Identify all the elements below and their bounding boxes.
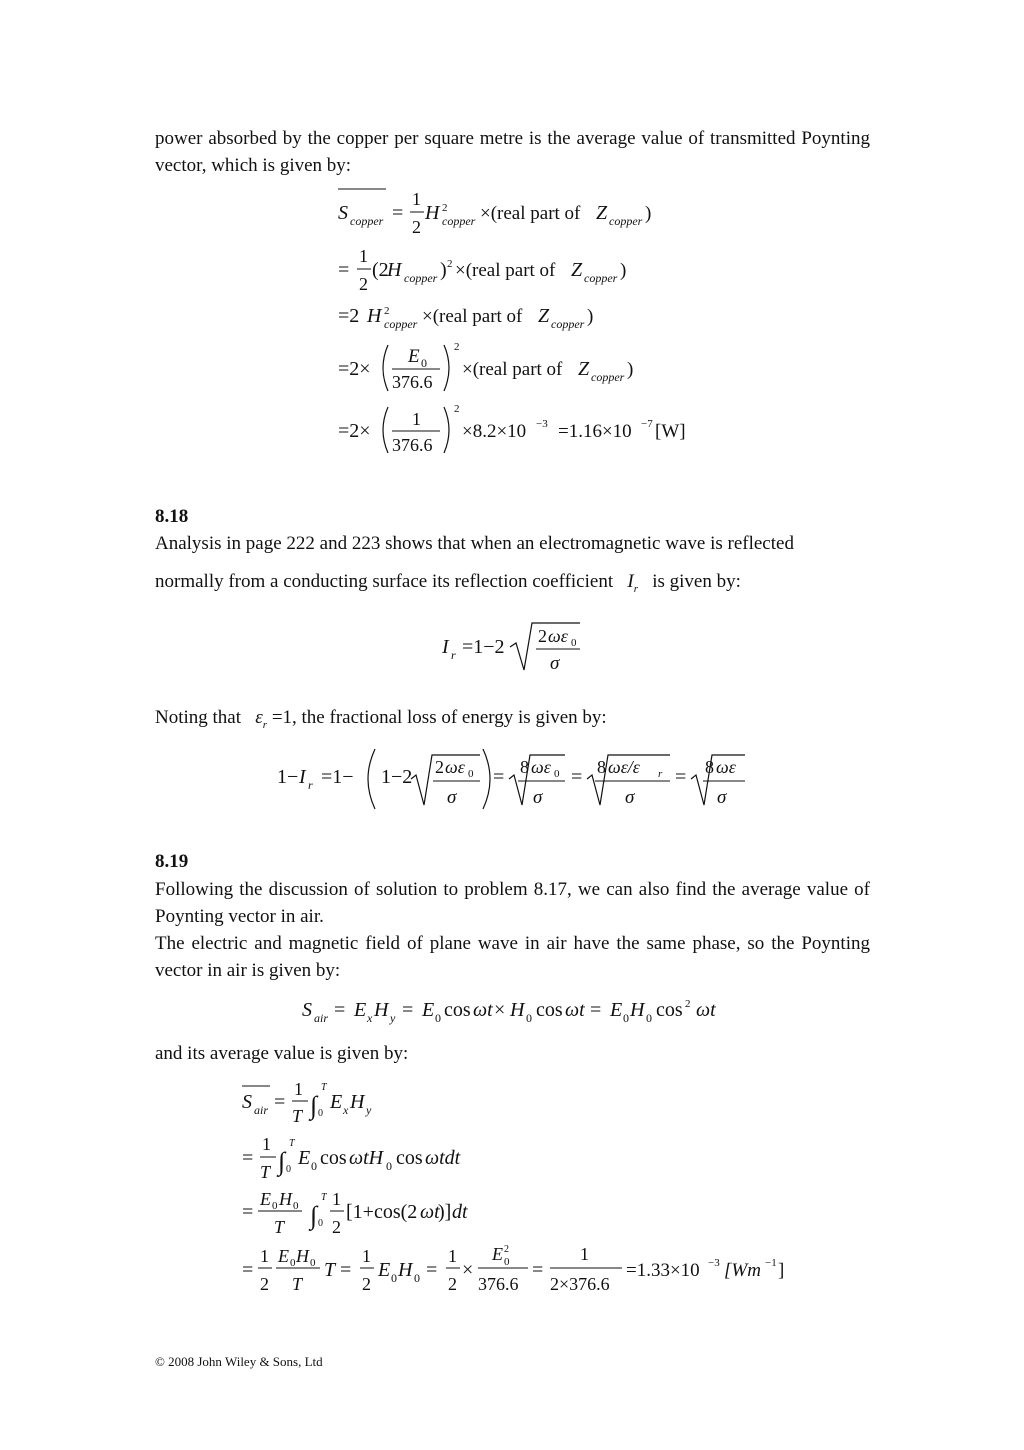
svg-text:H: H — [630, 999, 645, 1021]
svg-text:0: 0 — [310, 1257, 316, 1269]
svg-text:2: 2 — [442, 202, 448, 214]
svg-text:∫: ∫ — [310, 1091, 318, 1120]
svg-text:ωt: ωt — [420, 1201, 440, 1223]
svg-text:1: 1 — [260, 1246, 269, 1266]
noting-paragraph: Noting that $\varepsilon_r =1$, the fractional loss of energy is given by: — [155, 707, 607, 731]
svg-text:copper: copper — [442, 214, 476, 228]
svg-text:0: 0 — [526, 1011, 532, 1025]
svg-text:=: = — [402, 999, 414, 1021]
svg-text:1: 1 — [332, 1189, 341, 1209]
svg-text:): ) — [440, 259, 447, 281]
svg-text:×(real part of: ×(real part of — [455, 260, 556, 281]
intro-paragraph: power absorbed by the copper per square metre is the average value of transmitted Poynting vector, which is given by: — [155, 128, 870, 176]
equation-s-copper-svg — [330, 185, 750, 475]
svg-text:0: 0 — [290, 1257, 296, 1269]
copper-unit: [W] — [655, 421, 686, 442]
svg-text:): ) — [620, 260, 627, 281]
svg-text:ωtdt: ωtdt — [425, 1147, 461, 1169]
svg-text:=2: =2 — [338, 305, 360, 327]
svg-text:]: ] — [778, 1260, 785, 1281]
svg-text:2: 2 — [362, 1274, 371, 1294]
svg-text:0: 0 — [311, 1159, 317, 1173]
equation-fractional-loss — [275, 745, 755, 815]
svg-text:0: 0 — [623, 1011, 629, 1025]
svg-text:E: E — [354, 999, 367, 1021]
svg-text:H: H — [374, 999, 389, 1021]
svg-text:E: E — [422, 999, 435, 1021]
svg-text:T: T — [292, 1106, 303, 1126]
svg-text:copper: copper — [584, 271, 618, 285]
svg-text:S: S — [242, 1091, 252, 1113]
svg-text:T: T — [292, 1274, 303, 1294]
svg-text:T: T — [289, 1138, 295, 1149]
svg-text:=: = — [392, 202, 404, 224]
svg-text:E: E — [330, 1091, 343, 1113]
equation-s-copper — [330, 185, 750, 475]
svg-text:=: = — [675, 766, 687, 788]
svg-text:0: 0 — [554, 768, 560, 780]
svg-text:0: 0 — [391, 1271, 397, 1285]
svg-text:σ: σ — [550, 653, 560, 674]
svg-text:0: 0 — [318, 1218, 323, 1229]
svg-text:0: 0 — [504, 1256, 510, 1268]
svg-text:cos: cos — [320, 1147, 347, 1169]
svg-text:=1−2: =1−2 — [462, 636, 505, 658]
air-result: =1.33×10 — [626, 1260, 700, 1281]
svg-text:T: T — [321, 1082, 327, 1093]
svg-text:ωtH: ωtH — [349, 1147, 384, 1169]
svg-text:1−: 1− — [277, 766, 299, 788]
svg-text:cos: cos — [656, 999, 683, 1021]
svg-text:=: = — [590, 999, 602, 1021]
svg-text:×: × — [462, 1259, 474, 1281]
svg-text:2: 2 — [538, 626, 547, 646]
svg-text:=1−: =1− — [321, 766, 354, 788]
svg-text:8: 8 — [597, 757, 606, 777]
svg-text:×(real part of: ×(real part of — [422, 306, 523, 327]
svg-text:ωε: ωε — [716, 757, 736, 777]
section-819-para-3: and its average value is given by: — [155, 1043, 409, 1064]
svg-text:ωε: ωε — [531, 757, 551, 777]
svg-text:Z: Z — [571, 259, 583, 281]
svg-text:=: = — [532, 1259, 544, 1281]
equation-s-air — [300, 990, 740, 1026]
section-819-heading: 8.19 — [155, 851, 189, 872]
svg-text:=: = — [242, 1147, 254, 1169]
svg-text:1: 1 — [294, 1079, 303, 1099]
svg-text:376.6: 376.6 — [392, 435, 433, 455]
svg-text:copper: copper — [404, 271, 438, 285]
svg-text:0: 0 — [571, 637, 577, 649]
svg-text:I: I — [299, 766, 306, 788]
svg-text:−3: −3 — [536, 418, 548, 430]
svg-text:): ) — [587, 306, 594, 327]
svg-text:2: 2 — [384, 305, 390, 317]
svg-text:=: = — [338, 259, 350, 281]
svg-text:H: H — [367, 305, 382, 327]
svg-text:2: 2 — [447, 258, 453, 270]
equation-ir — [440, 615, 600, 675]
svg-text:2×376.6: 2×376.6 — [550, 1274, 610, 1294]
svg-text:2: 2 — [504, 1244, 509, 1255]
section-818-heading: 8.18 — [155, 506, 189, 527]
svg-text:1: 1 — [362, 1246, 371, 1266]
svg-text:dt: dt — [452, 1201, 468, 1223]
svg-text:0: 0 — [468, 768, 474, 780]
svg-text:copper: copper — [609, 214, 643, 228]
copyright-footer: © 2008 John Wiley & Sons, Ltd — [155, 1354, 323, 1369]
svg-text:2: 2 — [435, 757, 444, 777]
section-819-para-1: Following the discussion of solution to problem 8.17, we can also find the average value of Poynting vector in air. — [155, 879, 870, 927]
svg-text:2: 2 — [260, 1274, 269, 1294]
svg-text:r: r — [658, 768, 663, 780]
svg-text:2: 2 — [448, 1274, 457, 1294]
svg-text:Z: Z — [538, 305, 550, 327]
svg-text:E: E — [378, 1259, 391, 1281]
svg-text:8: 8 — [705, 757, 714, 777]
svg-text:E: E — [260, 1189, 271, 1209]
svg-text:ωε: ωε — [548, 626, 568, 646]
svg-text:σ: σ — [717, 787, 727, 808]
svg-text:=: = — [571, 766, 583, 788]
svg-text:0: 0 — [421, 356, 427, 370]
svg-text:2: 2 — [359, 274, 368, 294]
svg-text:=: = — [274, 1091, 286, 1113]
svg-text:H: H — [296, 1246, 309, 1266]
section-818-para-2: normally from a conducting surface its reflection coefficient $I_r$ is given by: — [155, 571, 741, 595]
svg-text:=: = — [242, 1259, 254, 1281]
svg-text:I: I — [442, 636, 449, 658]
svg-text:2: 2 — [332, 1217, 341, 1237]
svg-text:H: H — [425, 202, 440, 224]
svg-text:H: H — [279, 1189, 292, 1209]
svg-text:copper: copper — [591, 370, 625, 384]
svg-text:1: 1 — [412, 409, 421, 429]
svg-text:y: y — [366, 1103, 372, 1117]
svg-text:2: 2 — [454, 403, 460, 415]
svg-text:376.6: 376.6 — [392, 372, 433, 392]
svg-text:H: H — [350, 1091, 365, 1113]
svg-text:8: 8 — [520, 757, 529, 777]
svg-text:×(real part of: ×(real part of — [462, 359, 563, 380]
svg-text:1−2: 1−2 — [381, 766, 413, 788]
svg-text:Z: Z — [596, 202, 608, 224]
svg-text:=: = — [334, 999, 346, 1021]
svg-text:H: H — [510, 999, 525, 1021]
svg-text:copper: copper — [384, 317, 418, 331]
svg-text:0: 0 — [286, 1164, 291, 1175]
svg-text:0: 0 — [646, 1011, 652, 1025]
svg-text:S: S — [302, 999, 312, 1021]
svg-text:=2×: =2× — [338, 420, 371, 442]
svg-text:air: air — [314, 1011, 329, 1025]
svg-text:y: y — [390, 1011, 396, 1025]
svg-text:−3: −3 — [708, 1257, 720, 1269]
svg-text:): ) — [645, 203, 652, 224]
svg-text:=: = — [426, 1259, 438, 1281]
svg-text:(2: (2 — [372, 259, 389, 281]
equation-s-air-average — [238, 1078, 798, 1308]
svg-text:T: T — [260, 1162, 271, 1182]
svg-text:∫: ∫ — [278, 1147, 286, 1176]
svg-text:−7: −7 — [641, 418, 653, 430]
svg-text:ωε: ωε — [445, 757, 465, 777]
svg-text:2: 2 — [685, 998, 691, 1010]
svg-text:x: x — [367, 1011, 373, 1025]
svg-text:H: H — [387, 259, 402, 281]
svg-text:cos: cos — [536, 999, 563, 1021]
section-818-para-1: Analysis in page 222 and 223 shows that when an electromagnetic wave is reflected — [155, 533, 794, 554]
svg-text:=2×: =2× — [338, 358, 371, 380]
svg-text:ωt: ωt — [473, 999, 493, 1021]
svg-text:0: 0 — [293, 1200, 299, 1212]
svg-text:ωt: ωt — [565, 999, 585, 1021]
svg-text:S: S — [338, 202, 348, 224]
svg-text:): ) — [627, 359, 634, 380]
svg-text:air: air — [254, 1103, 269, 1117]
svg-text:σ: σ — [625, 787, 635, 808]
svg-text:H: H — [398, 1259, 413, 1281]
svg-text:376.6: 376.6 — [478, 1274, 519, 1294]
svg-text:T: T — [321, 1192, 327, 1203]
svg-text:1: 1 — [580, 1244, 589, 1264]
svg-text:x: x — [343, 1103, 349, 1117]
svg-text:1: 1 — [412, 189, 421, 209]
svg-text:ωt: ωt — [696, 999, 716, 1021]
svg-text:0: 0 — [272, 1200, 278, 1212]
svg-text:ωε/ε: ωε/ε — [608, 757, 640, 777]
svg-text:E: E — [610, 999, 623, 1021]
svg-text:r: r — [308, 778, 313, 792]
svg-text:−1: −1 — [765, 1257, 777, 1269]
svg-text:2: 2 — [412, 217, 421, 237]
svg-text:Z: Z — [578, 358, 590, 380]
svg-text:=: = — [340, 1259, 352, 1281]
svg-text:E: E — [492, 1244, 503, 1264]
svg-text:∫: ∫ — [310, 1201, 318, 1230]
copper-result: =1.16×10 — [558, 421, 632, 442]
svg-text:copper: copper — [350, 214, 384, 228]
svg-text:1: 1 — [359, 246, 368, 266]
svg-text:=: = — [493, 766, 505, 788]
svg-text:0: 0 — [318, 1108, 323, 1119]
svg-text:cos: cos — [444, 999, 471, 1021]
svg-text:E: E — [408, 346, 420, 367]
svg-text:×(real part of: ×(real part of — [480, 203, 581, 224]
svg-text:σ: σ — [447, 787, 457, 808]
svg-text:E: E — [278, 1246, 289, 1266]
svg-text:[1+cos(2: [1+cos(2 — [346, 1201, 418, 1223]
svg-text:T: T — [324, 1259, 336, 1281]
reflection-coefficient-symbol: I — [627, 571, 634, 592]
svg-text:σ: σ — [533, 787, 543, 808]
svg-text:2: 2 — [454, 341, 460, 353]
svg-text:0: 0 — [386, 1159, 392, 1173]
svg-text:T: T — [274, 1217, 285, 1237]
air-unit: [Wm — [724, 1260, 761, 1281]
svg-text:)]: )] — [438, 1201, 452, 1223]
svg-text:1: 1 — [262, 1134, 271, 1154]
svg-text:cos: cos — [396, 1147, 423, 1169]
svg-text:=: = — [242, 1201, 254, 1223]
svg-text:×: × — [494, 999, 506, 1021]
svg-text:1: 1 — [448, 1246, 457, 1266]
svg-text:0: 0 — [414, 1271, 420, 1285]
svg-text:E: E — [298, 1147, 311, 1169]
section-819-para-2: The electric and magnetic field of plane wave in air have the same phase, so the Poynting vector in air is given by: — [155, 933, 870, 981]
svg-text:r: r — [451, 648, 456, 662]
copper-value-part: ×8.2×10 — [462, 421, 527, 442]
svg-text:0: 0 — [435, 1011, 441, 1025]
svg-text:copper: copper — [551, 317, 585, 331]
